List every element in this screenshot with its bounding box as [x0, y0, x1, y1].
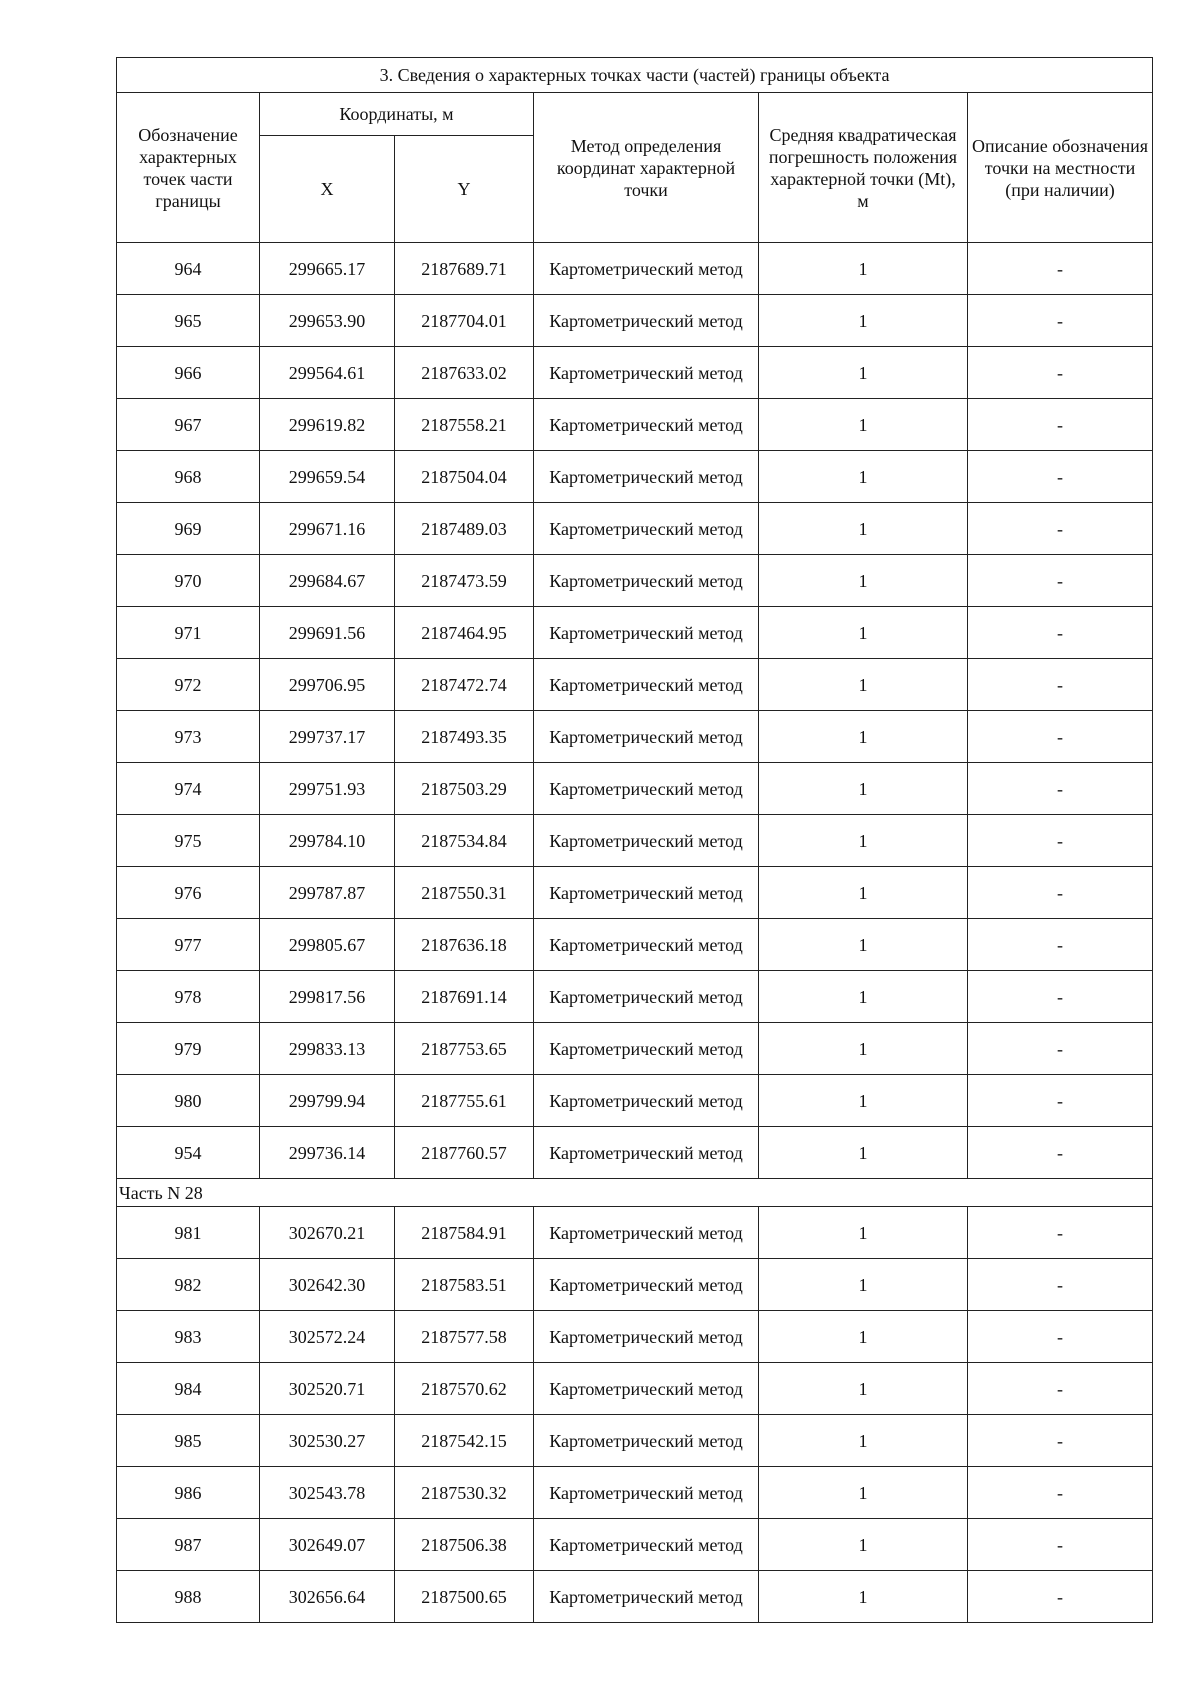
method-cell: Картометрический метод — [534, 1415, 759, 1467]
y-cell: 2187534.84 — [395, 815, 534, 867]
y-cell: 2187577.58 — [395, 1311, 534, 1363]
y-cell: 2187473.59 — [395, 555, 534, 607]
accuracy-cell: 1 — [759, 399, 968, 451]
y-cell: 2187503.29 — [395, 763, 534, 815]
table-row — [117, 607, 1153, 659]
description-cell: - — [968, 1571, 1153, 1623]
description-cell: - — [968, 503, 1153, 555]
accuracy-cell: 1 — [759, 1127, 968, 1179]
y-cell: 2187489.03 — [395, 503, 534, 555]
y-cell: 2187530.32 — [395, 1467, 534, 1519]
y-cell: 2187583.51 — [395, 1259, 534, 1311]
accuracy-cell: 1 — [759, 1363, 968, 1415]
accuracy-cell: 1 — [759, 919, 968, 971]
x-cell: 299751.93 — [260, 763, 395, 815]
table-row — [117, 763, 1153, 815]
x-cell: 299787.87 — [260, 867, 395, 919]
accuracy-cell: 1 — [759, 659, 968, 711]
accuracy-cell: 1 — [759, 867, 968, 919]
x-cell: 299706.95 — [260, 659, 395, 711]
accuracy-cell: 1 — [759, 1023, 968, 1075]
x-cell: 299684.67 — [260, 555, 395, 607]
description-cell: - — [968, 451, 1153, 503]
point-cell: 977 — [117, 919, 260, 971]
description-cell: - — [968, 555, 1153, 607]
x-cell: 302656.64 — [260, 1571, 395, 1623]
x-cell: 299564.61 — [260, 347, 395, 399]
y-cell: 2187633.02 — [395, 347, 534, 399]
table-row — [117, 1571, 1153, 1623]
accuracy-cell: 1 — [759, 451, 968, 503]
y-cell: 2187506.38 — [395, 1519, 534, 1571]
accuracy-cell: 1 — [759, 815, 968, 867]
description-cell: - — [968, 243, 1153, 295]
x-cell: 302649.07 — [260, 1519, 395, 1571]
header-y: Y — [395, 136, 534, 243]
point-cell: 982 — [117, 1259, 260, 1311]
x-cell: 302543.78 — [260, 1467, 395, 1519]
method-cell: Картометрический метод — [534, 1311, 759, 1363]
point-cell: 985 — [117, 1415, 260, 1467]
point-cell: 976 — [117, 867, 260, 919]
x-cell: 299659.54 — [260, 451, 395, 503]
x-cell: 302670.21 — [260, 1207, 395, 1259]
table-row — [117, 815, 1153, 867]
header-designation: Обозначение характерных точек части границы — [117, 93, 260, 243]
table-row — [117, 1207, 1153, 1259]
method-cell: Картометрический метод — [534, 919, 759, 971]
accuracy-cell: 1 — [759, 1467, 968, 1519]
header-method: Метод определения координат характерной точки — [534, 93, 759, 243]
x-cell: 299653.90 — [260, 295, 395, 347]
method-cell: Картометрический метод — [534, 1127, 759, 1179]
y-cell: 2187472.74 — [395, 659, 534, 711]
y-cell: 2187464.95 — [395, 607, 534, 659]
table-row — [117, 659, 1153, 711]
x-cell: 302642.30 — [260, 1259, 395, 1311]
y-cell: 2187500.65 — [395, 1571, 534, 1623]
method-cell: Картометрический метод — [534, 607, 759, 659]
accuracy-cell: 1 — [759, 1571, 968, 1623]
point-cell: 988 — [117, 1571, 260, 1623]
y-cell: 2187542.15 — [395, 1415, 534, 1467]
boundary-points-table — [116, 57, 1153, 1623]
header-description: Описание обозначения точки на местности (при наличии) — [968, 93, 1153, 243]
x-cell: 302520.71 — [260, 1363, 395, 1415]
point-cell: 978 — [117, 971, 260, 1023]
method-cell: Картометрический метод — [534, 711, 759, 763]
x-cell: 299784.10 — [260, 815, 395, 867]
point-cell: 983 — [117, 1311, 260, 1363]
y-cell: 2187753.65 — [395, 1023, 534, 1075]
point-cell: 969 — [117, 503, 260, 555]
point-cell: 987 — [117, 1519, 260, 1571]
method-cell: Картометрический метод — [534, 1023, 759, 1075]
description-cell: - — [968, 1259, 1153, 1311]
table-row — [117, 347, 1153, 399]
y-cell: 2187504.04 — [395, 451, 534, 503]
method-cell: Картометрический метод — [534, 815, 759, 867]
point-cell: 968 — [117, 451, 260, 503]
table-row — [117, 1311, 1153, 1363]
accuracy-cell: 1 — [759, 555, 968, 607]
document-page — [116, 57, 1152, 1623]
point-cell: 984 — [117, 1363, 260, 1415]
description-cell: - — [968, 399, 1153, 451]
accuracy-cell: 1 — [759, 1311, 968, 1363]
method-cell: Картометрический метод — [534, 1571, 759, 1623]
method-cell: Картометрический метод — [534, 659, 759, 711]
table-row — [117, 1127, 1153, 1179]
point-cell: 970 — [117, 555, 260, 607]
x-cell: 299805.67 — [260, 919, 395, 971]
accuracy-cell: 1 — [759, 711, 968, 763]
point-cell: 980 — [117, 1075, 260, 1127]
y-cell: 2187760.57 — [395, 1127, 534, 1179]
point-cell: 954 — [117, 1127, 260, 1179]
method-cell: Картометрический метод — [534, 295, 759, 347]
table-title: 3. Сведения о характерных точках части (частей) границы объекта — [117, 58, 1153, 93]
x-cell: 299799.94 — [260, 1075, 395, 1127]
method-cell: Картометрический метод — [534, 1259, 759, 1311]
table-row — [117, 919, 1153, 971]
description-cell: - — [968, 815, 1153, 867]
x-cell: 299833.13 — [260, 1023, 395, 1075]
table-row — [117, 555, 1153, 607]
point-cell: 971 — [117, 607, 260, 659]
description-cell: - — [968, 1023, 1153, 1075]
header-accuracy: Средняя квадратическая погрешность положения характерной точки (Mt), м — [759, 93, 968, 243]
table-row — [117, 971, 1153, 1023]
description-cell: - — [968, 971, 1153, 1023]
point-cell: 966 — [117, 347, 260, 399]
description-cell: - — [968, 1075, 1153, 1127]
description-cell: - — [968, 1311, 1153, 1363]
x-cell: 299665.17 — [260, 243, 395, 295]
accuracy-cell: 1 — [759, 607, 968, 659]
point-cell: 965 — [117, 295, 260, 347]
y-cell: 2187550.31 — [395, 867, 534, 919]
x-cell: 299619.82 — [260, 399, 395, 451]
method-cell: Картометрический метод — [534, 1075, 759, 1127]
accuracy-cell: 1 — [759, 243, 968, 295]
x-cell: 299817.56 — [260, 971, 395, 1023]
accuracy-cell: 1 — [759, 971, 968, 1023]
x-cell: 302572.24 — [260, 1311, 395, 1363]
description-cell: - — [968, 1363, 1153, 1415]
method-cell: Картометрический метод — [534, 867, 759, 919]
table-row — [117, 867, 1153, 919]
point-cell: 964 — [117, 243, 260, 295]
accuracy-cell: 1 — [759, 347, 968, 399]
y-cell: 2187636.18 — [395, 919, 534, 971]
method-cell: Картометрический метод — [534, 503, 759, 555]
table-row — [117, 1519, 1153, 1571]
description-cell: - — [968, 1207, 1153, 1259]
description-cell: - — [968, 659, 1153, 711]
description-cell: - — [968, 1467, 1153, 1519]
table-row — [117, 1075, 1153, 1127]
table-row — [117, 1023, 1153, 1075]
table-row — [117, 295, 1153, 347]
x-cell: 299736.14 — [260, 1127, 395, 1179]
y-cell: 2187558.21 — [395, 399, 534, 451]
description-cell: - — [968, 1519, 1153, 1571]
method-cell: Картометрический метод — [534, 555, 759, 607]
part-label: Часть N 28 — [117, 1179, 1153, 1207]
y-cell: 2187755.61 — [395, 1075, 534, 1127]
table-row — [117, 711, 1153, 763]
point-cell: 967 — [117, 399, 260, 451]
accuracy-cell: 1 — [759, 1415, 968, 1467]
description-cell: - — [968, 347, 1153, 399]
description-cell: - — [968, 1127, 1153, 1179]
point-cell: 972 — [117, 659, 260, 711]
point-cell: 979 — [117, 1023, 260, 1075]
method-cell: Картометрический метод — [534, 1363, 759, 1415]
accuracy-cell: 1 — [759, 295, 968, 347]
description-cell: - — [968, 607, 1153, 659]
description-cell: - — [968, 1415, 1153, 1467]
y-cell: 2187689.71 — [395, 243, 534, 295]
description-cell: - — [968, 295, 1153, 347]
table-row — [117, 243, 1153, 295]
y-cell: 2187584.91 — [395, 1207, 534, 1259]
part-label-row — [117, 1179, 1153, 1207]
description-cell: - — [968, 867, 1153, 919]
accuracy-cell: 1 — [759, 763, 968, 815]
table-row — [117, 503, 1153, 555]
x-cell: 299671.16 — [260, 503, 395, 555]
point-cell: 975 — [117, 815, 260, 867]
method-cell: Картометрический метод — [534, 243, 759, 295]
y-cell: 2187493.35 — [395, 711, 534, 763]
x-cell: 299691.56 — [260, 607, 395, 659]
point-cell: 974 — [117, 763, 260, 815]
description-cell: - — [968, 711, 1153, 763]
method-cell: Картометрический метод — [534, 971, 759, 1023]
method-cell: Картометрический метод — [534, 347, 759, 399]
x-cell: 299737.17 — [260, 711, 395, 763]
table-body — [117, 243, 1153, 1623]
accuracy-cell: 1 — [759, 503, 968, 555]
header-x: X — [260, 136, 395, 243]
point-cell: 981 — [117, 1207, 260, 1259]
point-cell: 986 — [117, 1467, 260, 1519]
table-row — [117, 1415, 1153, 1467]
method-cell: Картометрический метод — [534, 1207, 759, 1259]
description-cell: - — [968, 919, 1153, 971]
method-cell: Картометрический метод — [534, 451, 759, 503]
y-cell: 2187691.14 — [395, 971, 534, 1023]
x-cell: 302530.27 — [260, 1415, 395, 1467]
point-cell: 973 — [117, 711, 260, 763]
table-row — [117, 1259, 1153, 1311]
accuracy-cell: 1 — [759, 1075, 968, 1127]
method-cell: Картометрический метод — [534, 763, 759, 815]
y-cell: 2187570.62 — [395, 1363, 534, 1415]
table-row — [117, 451, 1153, 503]
table-row — [117, 399, 1153, 451]
method-cell: Картометрический метод — [534, 1519, 759, 1571]
table-row — [117, 1467, 1153, 1519]
method-cell: Картометрический метод — [534, 1467, 759, 1519]
accuracy-cell: 1 — [759, 1519, 968, 1571]
y-cell: 2187704.01 — [395, 295, 534, 347]
method-cell: Картометрический метод — [534, 399, 759, 451]
description-cell: - — [968, 763, 1153, 815]
accuracy-cell: 1 — [759, 1259, 968, 1311]
accuracy-cell: 1 — [759, 1207, 968, 1259]
table-row — [117, 1363, 1153, 1415]
header-coordinates: Координаты, м — [260, 93, 534, 136]
